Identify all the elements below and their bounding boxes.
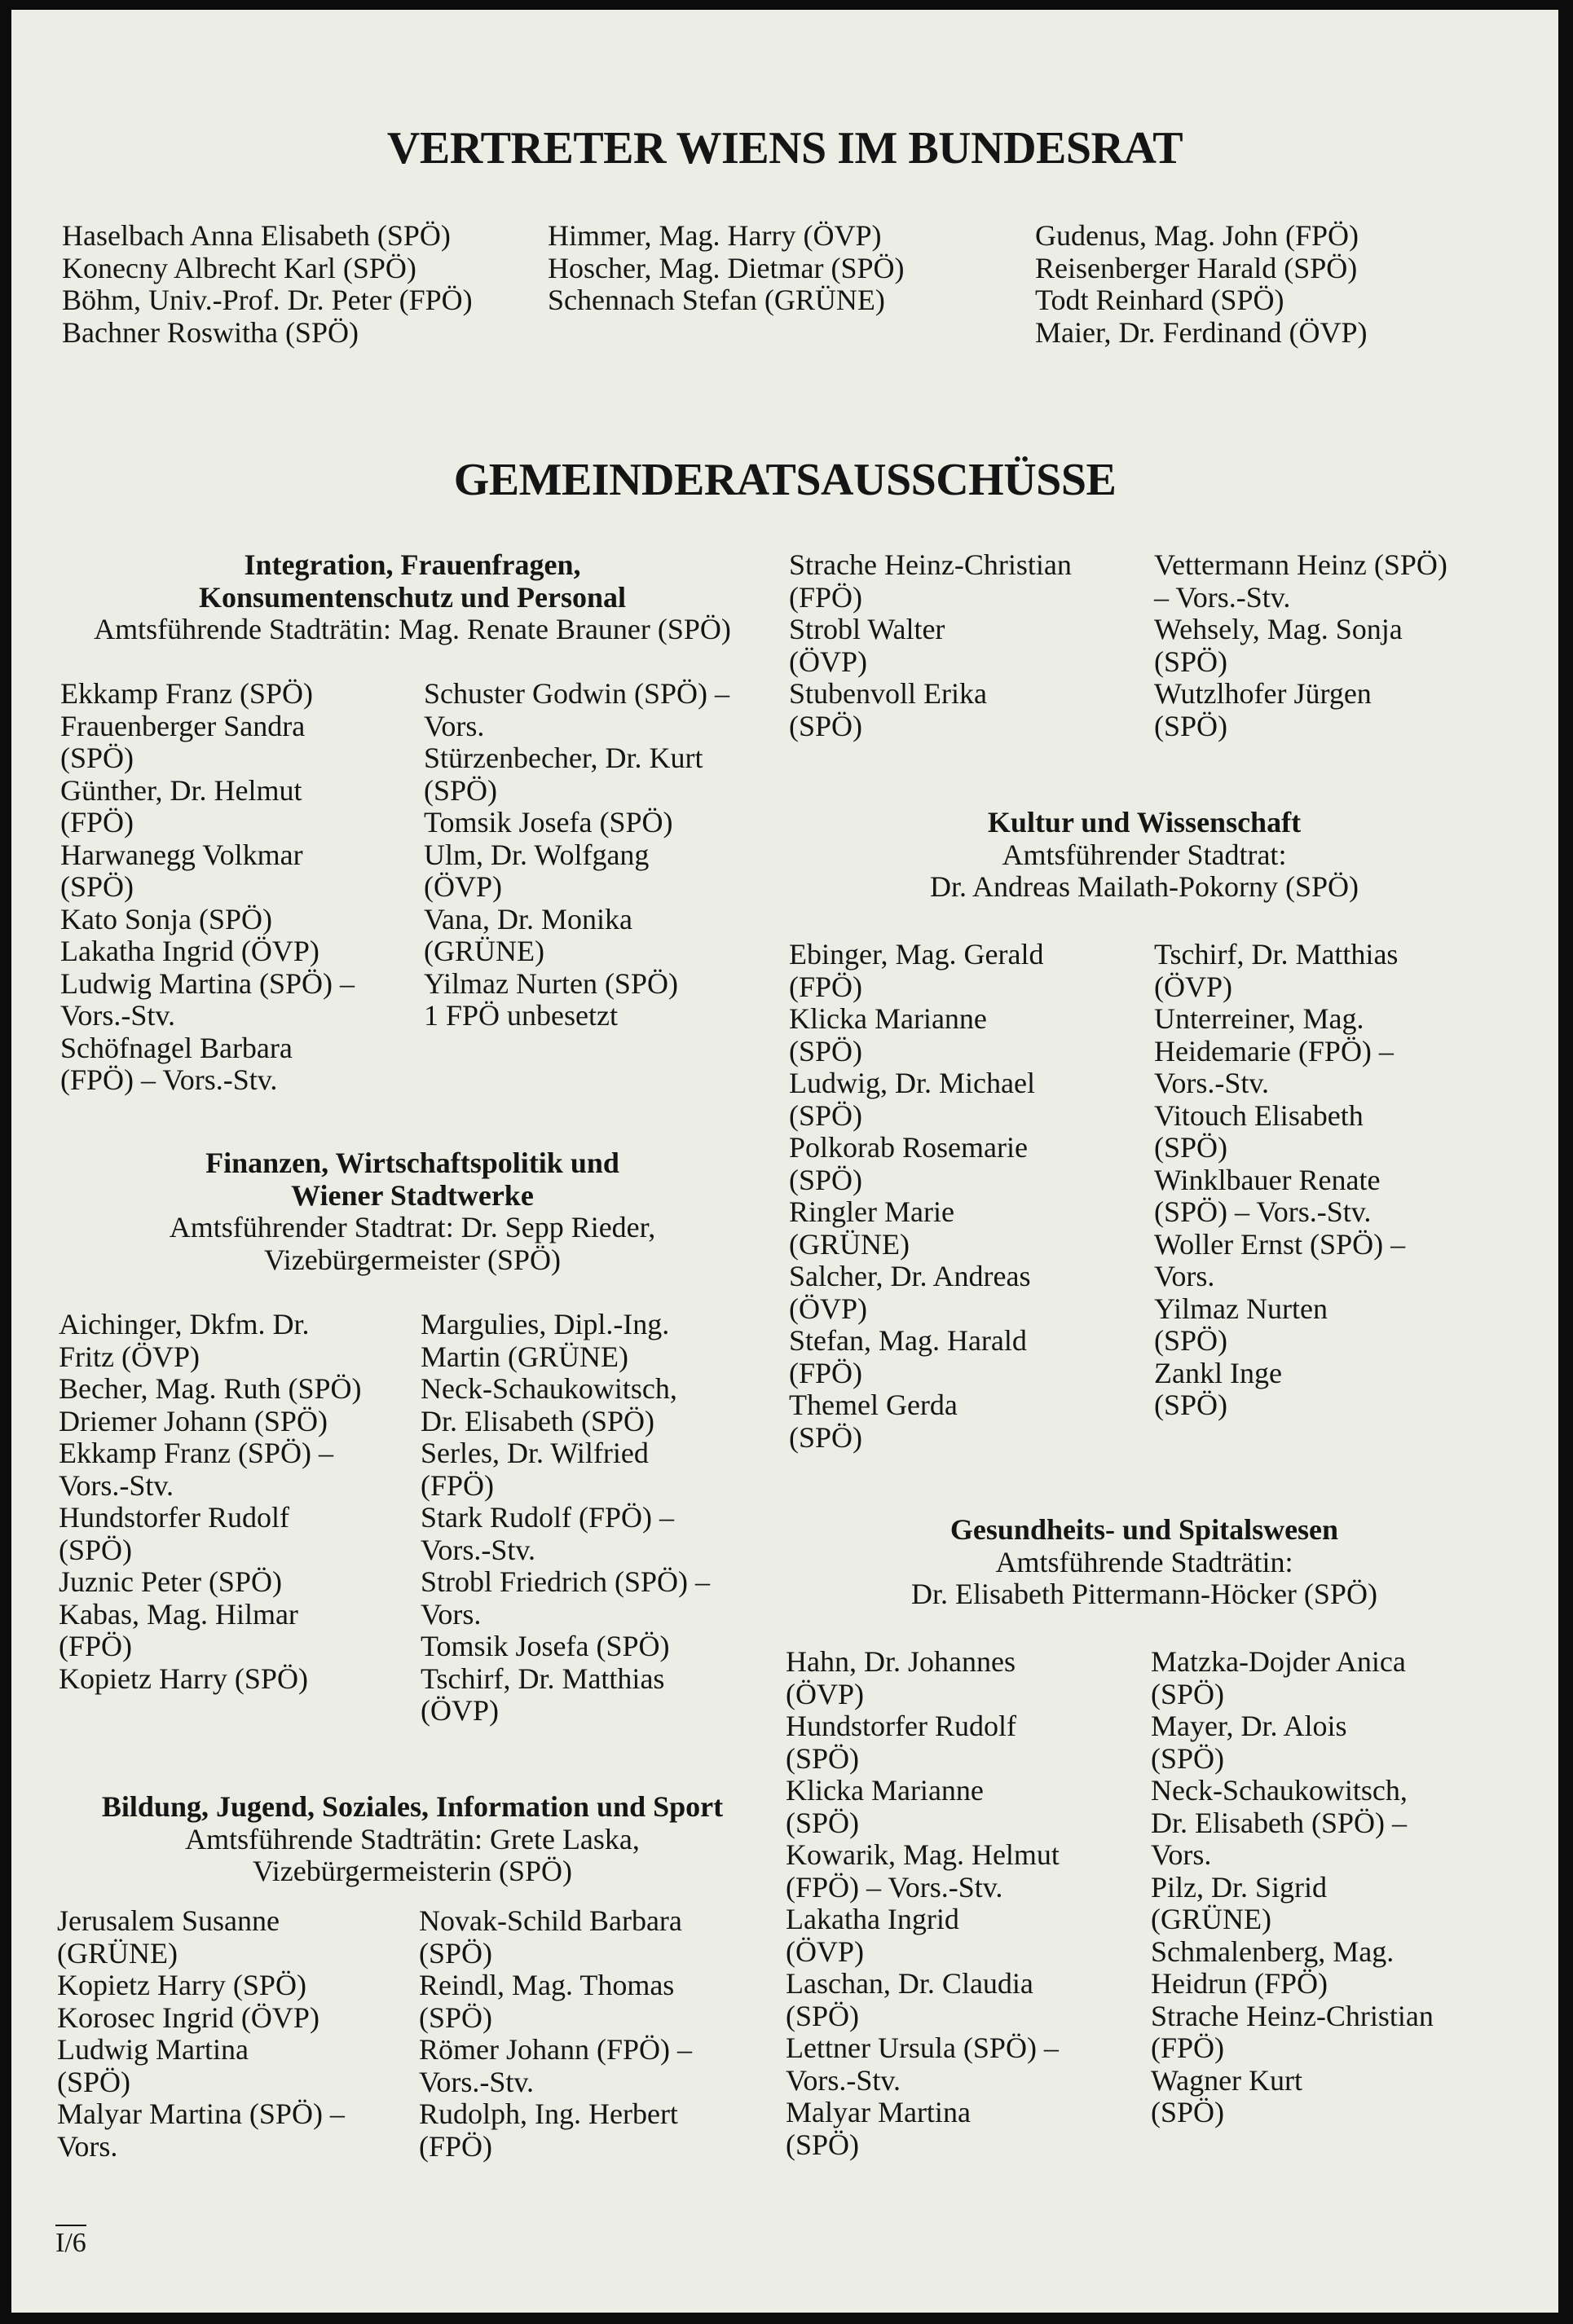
member-name: Strache Heinz-Christian xyxy=(789,548,1072,581)
member-detail: Vors. xyxy=(1151,1838,1212,1871)
member-entry xyxy=(421,1309,710,1373)
member-name: Hahn, Dr. Johannes xyxy=(786,1645,1016,1678)
member-entry xyxy=(1151,1775,1434,1872)
member-name: Schuster Godwin (SPÖ) – xyxy=(424,677,729,710)
member-entry xyxy=(59,1502,362,1566)
member-detail: (FPÖ) xyxy=(789,970,863,1003)
member-entry xyxy=(60,968,355,1032)
member-detail: (SPÖ) xyxy=(60,870,134,903)
member-entry xyxy=(1154,1100,1405,1164)
member-entry xyxy=(59,1373,362,1406)
member-name: Woller Ernst (SPÖ) – xyxy=(1154,1227,1406,1261)
member-detail: (SPÖ) xyxy=(786,1741,860,1775)
member-name: Ludwig Martina xyxy=(57,2033,249,2066)
member-name: Hundstorfer Rudolf xyxy=(786,1710,1016,1742)
member-detail: (ÖVP) xyxy=(789,645,867,678)
member-entry: Konecny Albrecht Karl (SPÖ) xyxy=(62,251,416,284)
member-name: Neck-Schaukowitsch, xyxy=(421,1372,677,1405)
member-detail: (FPÖ) xyxy=(60,806,134,838)
member-entry xyxy=(424,807,729,839)
member-name: Zankl Inge xyxy=(1154,1356,1282,1389)
member-detail: (GRÜNE) xyxy=(789,1227,910,1261)
member-detail: Vors.-Stv. xyxy=(1154,1067,1270,1099)
member-name: Wehsely, Mag. Sonja xyxy=(1154,613,1403,645)
member-detail: (SPÖ) xyxy=(424,773,498,807)
section-title: Gesundheits- und Spitalswesen xyxy=(950,1513,1339,1546)
section-subtitle: Amtsführender Stadtrat: Dr. Sepp Rieder, xyxy=(169,1211,656,1243)
member-detail: (FPÖ) xyxy=(789,1356,863,1389)
member-entry xyxy=(789,1132,1043,1196)
member-name: Hundstorfer Rudolf xyxy=(59,1501,289,1534)
section-integration-header xyxy=(46,549,779,646)
member-entry xyxy=(421,1566,710,1631)
bundesrat-col3 xyxy=(1035,220,1367,349)
member-name: Yilmaz Nurten (SPÖ) xyxy=(424,966,678,1000)
section-subtitle: Amtsführende Stadträtin: xyxy=(995,1545,1293,1578)
member-name: Strobl Friedrich (SPÖ) – xyxy=(421,1565,710,1598)
member-entry xyxy=(1154,1293,1405,1358)
member-entry xyxy=(1154,678,1447,742)
member-entry xyxy=(424,678,729,742)
member-name: Schöfnagel Barbara xyxy=(60,1031,293,1064)
member-name: Jerusalem Susanne xyxy=(57,1904,280,1937)
member-entry xyxy=(57,2098,345,2163)
member-entry: Schennach Stefan (GRÜNE) xyxy=(548,284,885,316)
member-name: Stürzenbecher, Dr. Kurt xyxy=(424,742,703,774)
member-entry: Gudenus, Mag. John (FPÖ) xyxy=(1035,219,1359,252)
member-entry xyxy=(786,1904,1060,1968)
member-detail: Vors.-Stv. xyxy=(59,1468,174,1502)
member-entry xyxy=(424,1000,729,1032)
member-detail: Dr. Elisabeth (SPÖ) – xyxy=(1151,1806,1407,1839)
member-entry xyxy=(789,1261,1043,1325)
member-entry xyxy=(57,1970,345,2002)
section-subtitle: Dr. Andreas Mailath-Pokorny (SPÖ) xyxy=(930,870,1359,903)
member-detail: (ÖVP) xyxy=(1154,970,1232,1003)
member-detail: (SPÖ) xyxy=(419,2000,493,2034)
section-subtitle: Vizebürgermeisterin (SPÖ) xyxy=(252,1855,573,1887)
member-name: Margulies, Dipl.-Ing. xyxy=(421,1308,670,1340)
member-name: Klicka Marianne xyxy=(789,1002,987,1035)
member-entry xyxy=(421,1373,710,1437)
member-detail: (FPÖ) xyxy=(419,2129,493,2163)
member-name: Ebinger, Mag. Gerald xyxy=(789,938,1044,971)
member-detail: (SPÖ) xyxy=(57,2065,131,2098)
member-name: Aichinger, Dkfm. Dr. xyxy=(59,1308,310,1340)
member-detail: (SPÖ) xyxy=(786,1999,860,2032)
member-name: Polkorab Rosemarie xyxy=(789,1131,1028,1164)
member-name: Stefan, Mag. Harald xyxy=(789,1324,1027,1357)
section-subtitle: Amtsführender Stadtrat: xyxy=(1002,838,1287,871)
member-name: Vana, Dr. Monika xyxy=(424,902,632,935)
finanzen-col1 xyxy=(59,1309,362,1695)
member-entry xyxy=(421,1631,710,1663)
member-detail: (SPÖ) xyxy=(1151,1677,1225,1710)
member-name: Ekkamp Franz (SPÖ) – xyxy=(59,1437,333,1469)
section-title: Wiener Stadtwerke xyxy=(291,1178,534,1212)
member-entry xyxy=(60,711,355,775)
member-entry xyxy=(1151,1646,1434,1710)
member-detail: (FPÖ) – Vors.-Stv. xyxy=(786,1870,1003,1904)
member-entry: Himmer, Mag. Harry (ÖVP) xyxy=(548,219,882,252)
member-detail: (SPÖ) xyxy=(786,2128,860,2161)
member-entry xyxy=(421,1663,710,1728)
member-entry xyxy=(789,549,1072,614)
member-name: Tomsik Josefa (SPÖ) xyxy=(424,806,673,838)
section-subtitle: Amtsführende Stadträtin: Mag. Renate Brauner (SPÖ) xyxy=(94,613,731,645)
member-entry: Todt Reinhard (SPÖ) xyxy=(1035,284,1284,316)
member-entry xyxy=(419,2034,692,2098)
member-name: Vitouch Elisabeth xyxy=(1154,1098,1364,1132)
member-detail: (ÖVP) xyxy=(424,870,502,903)
title-ausschuesse: GEMEINDERATSAUSSCHÜSSE xyxy=(453,455,1117,505)
member-name: Novak-Schild Barbara xyxy=(419,1904,682,1937)
member-detail: (SPÖ) xyxy=(789,1420,863,1454)
member-name: Tomsik Josefa (SPÖ) xyxy=(421,1630,670,1662)
member-name: 1 FPÖ unbesetzt xyxy=(424,999,618,1032)
member-detail: Vors. xyxy=(57,2129,118,2163)
member-entry xyxy=(1154,1003,1405,1100)
member-detail: (SPÖ) xyxy=(1154,1131,1228,1164)
member-entry xyxy=(789,1196,1043,1261)
member-detail: Fritz (ÖVP) xyxy=(59,1340,200,1373)
kultur-col2 xyxy=(1154,939,1405,1422)
member-entry xyxy=(1151,2000,1434,2065)
member-entry xyxy=(57,2034,345,2098)
member-entry xyxy=(60,1032,355,1097)
section-title: Kultur und Wissenschaft xyxy=(987,806,1302,838)
section-gesundheit-header xyxy=(778,1514,1511,1611)
member-detail: (GRÜNE) xyxy=(1151,1903,1271,1935)
member-entry xyxy=(57,1905,345,1970)
document-page xyxy=(11,10,1558,2313)
member-detail: (SPÖ) xyxy=(789,709,863,742)
member-entry xyxy=(786,2032,1060,2097)
member-entry xyxy=(786,1710,1060,1775)
member-detail: (ÖVP) xyxy=(786,1677,864,1710)
member-detail: (SPÖ) xyxy=(1151,2096,1225,2128)
member-name: Pilz, Dr. Sigrid xyxy=(1151,1870,1328,1904)
section-subtitle: Amtsführende Stadträtin: Grete Laska, xyxy=(185,1822,640,1855)
gesundheit-col1 xyxy=(786,1646,1060,2161)
bildung-col1 xyxy=(57,1905,345,2163)
member-entry xyxy=(60,775,355,839)
member-detail: (FPÖ) – Vors.-Stv. xyxy=(60,1063,278,1096)
member-name: Strache Heinz-Christian xyxy=(1151,1999,1434,2032)
member-entry xyxy=(424,839,729,904)
member-name: Römer Johann (FPÖ) – xyxy=(419,2033,692,2066)
member-entry xyxy=(789,678,1072,742)
member-name: Lettner Ursula (SPÖ) – xyxy=(786,2031,1059,2064)
member-detail: Heidemarie (FPÖ) – xyxy=(1154,1034,1394,1067)
member-detail: Vors. xyxy=(1154,1260,1215,1292)
bundesrat-col1 xyxy=(62,220,473,349)
member-detail: Vors.-Stv. xyxy=(786,2063,901,2097)
member-entry xyxy=(1151,1936,1434,2000)
member-entry xyxy=(1151,2065,1434,2129)
member-entry xyxy=(59,1309,362,1373)
member-detail: (SPÖ) xyxy=(60,742,134,774)
member-entry: Maier, Dr. Ferdinand (ÖVP) xyxy=(1035,315,1368,349)
member-name: Lakatha Ingrid (ÖVP) xyxy=(60,935,319,967)
member-entry xyxy=(59,1599,362,1663)
member-name: Themel Gerda xyxy=(789,1389,958,1421)
member-entry xyxy=(1154,549,1447,614)
member-name: Ludwig Martina (SPÖ) – xyxy=(60,966,355,1000)
member-name: Serles, Dr. Wilfried xyxy=(421,1437,649,1469)
member-entry: Hoscher, Mag. Dietmar (SPÖ) xyxy=(548,251,905,284)
member-name: Yilmaz Nurten xyxy=(1154,1292,1328,1325)
member-entry: Reisenberger Harald (SPÖ) xyxy=(1035,251,1358,284)
member-entry xyxy=(424,904,729,968)
member-name: Vettermann Heinz (SPÖ) xyxy=(1154,548,1447,581)
bildung-col2 xyxy=(419,1905,692,2163)
member-detail: (SPÖ) xyxy=(789,1098,863,1132)
member-name: Korosec Ingrid (ÖVP) xyxy=(57,2000,319,2034)
member-detail: (FPÖ) xyxy=(789,580,863,614)
member-name: Salcher, Dr. Andreas xyxy=(789,1260,1031,1292)
member-entry xyxy=(424,968,729,1001)
member-entry xyxy=(60,935,355,968)
member-entry xyxy=(419,2098,692,2163)
member-detail: – Vors.-Stv. xyxy=(1154,580,1291,614)
section-bildung-header xyxy=(46,1791,779,1888)
member-name: Malyar Martina (SPÖ) – xyxy=(57,2097,345,2130)
member-name: Frauenberger Sandra xyxy=(60,709,306,742)
member-detail: (GRÜNE) xyxy=(424,935,544,967)
section-subtitle: Vizebürgermeister (SPÖ) xyxy=(263,1243,562,1276)
member-entry xyxy=(789,1003,1043,1067)
member-detail: Vors.-Stv. xyxy=(60,999,176,1032)
member-name: Tschirf, Dr. Matthias xyxy=(1154,938,1399,971)
member-entry xyxy=(60,678,355,711)
member-name: Neck-Schaukowitsch, xyxy=(1151,1774,1408,1807)
member-detail: (SPÖ) xyxy=(419,1936,493,1970)
member-entry xyxy=(786,1646,1060,1710)
member-entry xyxy=(786,1968,1060,2032)
section-title: Integration, Frauenfragen, xyxy=(244,548,581,581)
member-name: Driemer Johann (SPÖ) xyxy=(59,1404,328,1437)
member-entry xyxy=(419,1905,692,1970)
member-name: Kato Sonja (SPÖ) xyxy=(60,902,272,935)
member-detail: Vors.-Stv. xyxy=(421,1533,536,1566)
member-detail: (SPÖ) xyxy=(1151,1741,1225,1775)
member-name: Klicka Marianne xyxy=(786,1774,984,1807)
member-entry xyxy=(1154,1229,1405,1293)
member-entry xyxy=(421,1437,710,1502)
member-name: Winklbauer Renate xyxy=(1154,1163,1381,1196)
member-detail: (SPÖ) xyxy=(59,1533,133,1566)
member-detail: (FPÖ) xyxy=(421,1468,495,1502)
member-entry xyxy=(789,1389,1043,1454)
integration-cont-col2 xyxy=(1154,549,1447,742)
member-name: Mayer, Dr. Alois xyxy=(1151,1710,1347,1742)
title-bundesrat: VERTRETER WIENS IM BUNDESRAT xyxy=(386,123,1183,174)
member-name: Tschirf, Dr. Matthias xyxy=(421,1662,665,1695)
member-detail: (SPÖ) xyxy=(789,1034,863,1067)
member-entry xyxy=(424,742,729,807)
member-entry xyxy=(789,939,1043,1003)
member-detail: (FPÖ) xyxy=(59,1630,133,1662)
member-entry xyxy=(1154,1358,1405,1422)
member-detail: Vors.-Stv. xyxy=(419,2065,535,2098)
section-title: Bildung, Jugend, Soziales, Information und Sport xyxy=(101,1790,724,1823)
member-name: Becher, Mag. Ruth (SPÖ) xyxy=(59,1372,362,1405)
member-entry: Haselbach Anna Elisabeth (SPÖ) xyxy=(62,219,451,252)
member-entry xyxy=(1151,1872,1434,1936)
member-entry xyxy=(1154,614,1447,678)
member-detail: (SPÖ) – Vors.-Stv. xyxy=(1154,1195,1372,1228)
member-entry xyxy=(59,1663,362,1696)
section-title: Finanzen, Wirtschaftspolitik und xyxy=(205,1147,619,1179)
member-name: Reindl, Mag. Thomas xyxy=(419,1969,675,2001)
member-entry xyxy=(789,1067,1043,1132)
member-entry xyxy=(421,1502,710,1566)
member-name: Stubenvoll Erika xyxy=(789,677,987,710)
member-name: Ludwig, Dr. Michael xyxy=(789,1067,1035,1099)
member-name: Strobl Walter xyxy=(789,613,945,645)
member-detail: (FPÖ) xyxy=(1151,2031,1225,2064)
member-name: Harwanegg Volkmar xyxy=(60,838,303,871)
member-detail: Vors. xyxy=(424,709,485,742)
member-detail: (ÖVP) xyxy=(789,1292,867,1325)
member-name: Kowarik, Mag. Helmut xyxy=(786,1838,1060,1871)
member-entry xyxy=(1154,1164,1405,1229)
member-entry xyxy=(789,614,1072,678)
section-subtitle: Dr. Elisabeth Pittermann-Höcker (SPÖ) xyxy=(911,1578,1377,1610)
member-name: Wutzlhofer Jürgen xyxy=(1154,677,1372,710)
member-entry xyxy=(59,1437,362,1502)
member-entry xyxy=(60,839,355,904)
member-detail: (SPÖ) xyxy=(789,1163,863,1196)
member-entry xyxy=(786,1839,1060,1904)
member-name: Lakatha Ingrid xyxy=(786,1903,959,1935)
member-name: Ulm, Dr. Wolfgang xyxy=(424,838,650,871)
member-detail: (SPÖ) xyxy=(1154,709,1228,742)
member-detail: (ÖVP) xyxy=(786,1934,864,1968)
section-kultur-header xyxy=(778,807,1511,904)
member-name: Rudolph, Ing. Herbert xyxy=(419,2097,678,2130)
member-detail: (SPÖ) xyxy=(1154,645,1228,678)
integration-col1 xyxy=(60,678,355,1097)
member-entry xyxy=(59,1406,362,1438)
member-entry: Bachner Roswitha (SPÖ) xyxy=(62,315,359,349)
gesundheit-col2 xyxy=(1151,1646,1434,2129)
member-entry xyxy=(786,1775,1060,1839)
member-detail: Vors. xyxy=(421,1597,482,1631)
member-name: Ringler Marie xyxy=(789,1195,954,1228)
member-detail: (ÖVP) xyxy=(421,1694,499,1727)
member-detail: (GRÜNE) xyxy=(57,1936,178,1970)
page-number: I/6 xyxy=(55,2225,86,2259)
integration-col2 xyxy=(424,678,729,1032)
section-title: Konsumentenschutz und Personal xyxy=(198,580,627,614)
member-detail: Dr. Elisabeth (SPÖ) xyxy=(421,1404,654,1437)
member-name: Ekkamp Franz (SPÖ) xyxy=(60,677,313,710)
member-entry xyxy=(786,2097,1060,2161)
member-detail: (SPÖ) xyxy=(1154,1389,1228,1421)
member-entry xyxy=(59,1566,362,1599)
member-name: Juznic Peter (SPÖ) xyxy=(59,1565,282,1598)
member-detail: Martin (GRÜNE) xyxy=(421,1340,628,1373)
member-detail: Heidrun (FPÖ) xyxy=(1151,1967,1328,2000)
member-name: Kopietz Harry (SPÖ) xyxy=(57,1969,306,2001)
member-name: Wagner Kurt xyxy=(1151,2063,1303,2097)
member-name: Malyar Martina xyxy=(786,2096,971,2128)
integration-cont-col1 xyxy=(789,549,1072,742)
bundesrat-col2 xyxy=(548,220,904,317)
member-detail: (SPÖ) xyxy=(786,1806,860,1839)
member-detail: (SPÖ) xyxy=(1154,1324,1228,1357)
member-name: Laschan, Dr. Claudia xyxy=(786,1967,1033,2000)
member-entry xyxy=(57,2002,345,2035)
member-entry xyxy=(1154,939,1405,1003)
section-finanzen-header xyxy=(46,1147,779,1276)
member-name: Matzka-Dojder Anica xyxy=(1151,1645,1406,1678)
member-entry xyxy=(789,1325,1043,1389)
finanzen-col2 xyxy=(421,1309,710,1728)
member-name: Unterreiner, Mag. xyxy=(1154,1002,1364,1035)
member-entry: Böhm, Univ.-Prof. Dr. Peter (FPÖ) xyxy=(62,284,473,316)
kultur-col1 xyxy=(789,939,1043,1454)
member-name: Stark Rudolf (FPÖ) – xyxy=(421,1501,675,1534)
member-name: Günther, Dr. Helmut xyxy=(60,773,302,807)
member-entry xyxy=(419,1970,692,2034)
member-name: Schmalenberg, Mag. xyxy=(1151,1934,1395,1968)
member-name: Kopietz Harry (SPÖ) xyxy=(59,1662,308,1695)
member-entry xyxy=(1151,1710,1434,1775)
member-name: Kabas, Mag. Hilmar xyxy=(59,1597,298,1631)
member-entry xyxy=(60,904,355,936)
